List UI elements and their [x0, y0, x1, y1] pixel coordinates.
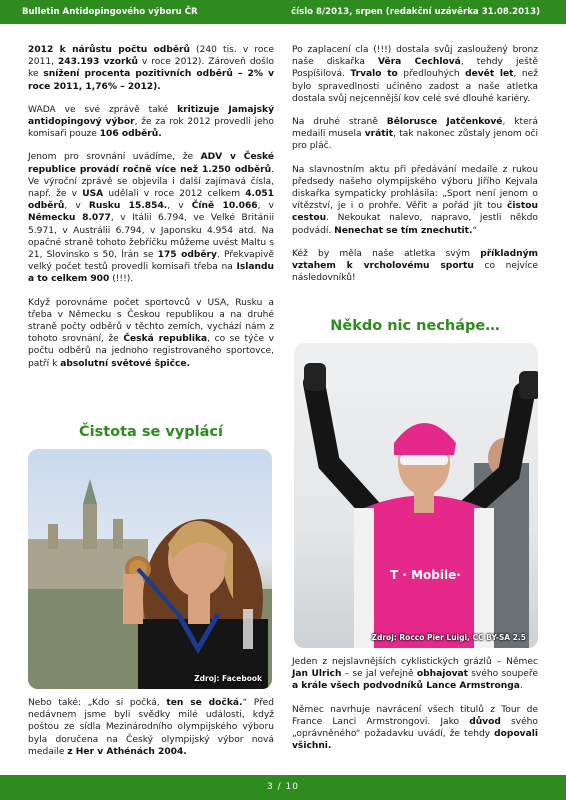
body-text: “ Před nedávnem jsme byli svědky milé události, když poštou ze sídla Mezinárodního olympijského výboru byla doručena na Český olympijský výbor nová medaile — [28, 698, 274, 757]
emphasis-text: čistou cestou — [292, 201, 538, 224]
body-text: Němec navrhuje navrácení všech titulů z Tour de France Lanci Armstrongovi. Jako — [292, 704, 538, 727]
emphasis-text: Trvalo to — [350, 69, 398, 80]
medal-photo — [28, 449, 272, 689]
emphasis-text: z Her v Athénách 2004. — [67, 746, 187, 757]
body-text: . Překvapivě velký počet testů provedli komisaři třeba na — [28, 250, 274, 273]
paragraph — [292, 164, 538, 237]
emphasis-text: Jan Ulrich — [292, 669, 342, 680]
section-heading-nekdo: Někdo nic nechápe… — [330, 318, 500, 334]
body-text: předlouhých — [397, 69, 466, 80]
emphasis-text: obhajovat — [416, 669, 468, 680]
body-text: , v — [167, 201, 192, 212]
body-text: , která medaili musela — [292, 117, 538, 140]
emphasis-text: 4.051 odběrů — [28, 189, 274, 212]
body-text: Kéž by měla naše atletka svým — [292, 248, 481, 259]
emphasis-text: absolutní světové špičce. — [60, 358, 191, 369]
paragraph — [28, 151, 274, 285]
paragraph — [292, 656, 538, 693]
cyclist-photo — [294, 343, 538, 648]
emphasis-text: 106 odběrů. — [99, 129, 162, 140]
photo-credit: Zdroj: Facebook — [194, 674, 262, 683]
emphasis-text: USA — [82, 189, 104, 200]
emphasis-text: Věra Cechlová — [377, 57, 461, 68]
section-heading-cistota: Čistota se vyplácí — [78, 424, 224, 440]
body-text: , v Itálii 6.794, ve Velké Británii 5.971, v Austrálii 6.794, v Japonsku 4.954 atd. Na opačné straně tohoto žebříčku můžeme uvést Maltu s 21, Slovinsko s 50, Írán se — [28, 213, 274, 261]
body-text: , tak nakonec zůstaly jenom oči pro pláč. — [292, 129, 538, 152]
footer-bar — [0, 775, 566, 800]
emphasis-text: 243.193 vzorků — [57, 57, 139, 68]
emphasis-text: příkladným vztahem k vrcholovému sportu — [292, 248, 538, 272]
body-text: , než bylo spravedlnosti učiněno zadost a naše atletka dostala svůj nejcennější kov celé své dlouhé kariéry. — [292, 69, 538, 104]
body-text: Na slavnostním aktu při předávání medaile z rukou předsedy našeho olympijského výboru Jiřího Kejvala diskařka sympaticky prohlásila: „Sport není jenom o vítězství, je i o prohře. Věřit a pořád jít tou — [292, 164, 538, 212]
emphasis-text: snížení procenta pozitivních odběrů – 2% v roce 2011, 1,76% – 2012). — [28, 69, 274, 92]
paragraph — [28, 297, 274, 370]
body-text: – se jal veřejně — [341, 669, 417, 680]
paragraph — [292, 704, 538, 753]
body-text: co nejvíce následovníků! — [292, 261, 539, 284]
body-text: , co se týče v počtu odběrů na jednoho registrovaného sportovce, patří k — [28, 334, 274, 369]
body-text: , v — [257, 201, 274, 212]
body-text: Jeden z nejslavnějších cyklistických grázlů – Němec — [292, 657, 538, 667]
photo-credit: Zdroj: Rocco Pier Luigi, CC BY-SA 2.5 — [371, 633, 526, 642]
emphasis-text: Islandu a to celkem 900 — [28, 262, 274, 285]
body-text: . — [519, 681, 523, 692]
emphasis-text: ten se dočká. — [166, 698, 243, 708]
emphasis-text: Bělorusce Jatčenkové — [386, 117, 503, 128]
body-text: , tehdy ještě Pospíšilová. — [292, 57, 538, 80]
header-bar — [0, 0, 566, 24]
right-column-bottom — [292, 656, 538, 763]
emphasis-text: kritizuje Jamajský antidopingový výbor — [28, 104, 274, 128]
body-text: WADA ve své zprávě také — [28, 104, 178, 115]
body-text: svého soupeře — [468, 669, 538, 680]
emphasis-text: devět let — [465, 69, 514, 80]
body-text: (!!!). — [109, 274, 134, 285]
body-text: , v — [64, 201, 89, 212]
left-column — [28, 44, 274, 381]
body-text: Když porovnáme počet sportovců v USA, Rusku a třeba v Německu s Českou republikou a na druhé straně počty odběrů v těchto zemích, vychází nám z tohoto srovnání, že — [28, 297, 274, 345]
paragraph — [28, 697, 274, 758]
emphasis-text: Rusku 15.854. — [88, 201, 168, 212]
emphasis-text: Nenechat se tím znechutit. — [334, 225, 473, 236]
body-text: udělali v roce 2012 celkem — [103, 189, 246, 200]
emphasis-text: dopovali všichni. — [292, 729, 538, 752]
jersey-logo: T · Mobile· — [390, 568, 461, 582]
emphasis-text: Česká republika — [123, 334, 208, 345]
paragraph — [292, 116, 538, 153]
emphasis-text: důvod — [469, 716, 501, 727]
paragraph — [28, 44, 274, 93]
body-text: (240 tis. v roce 2011, — [28, 45, 274, 68]
medal-photo-illustration — [28, 449, 272, 689]
body-text: Po zaplacení cla (!!!) dostala svůj zasloužený bronz naše diskařka — [292, 45, 538, 68]
body-text: “ — [472, 225, 478, 236]
body-text: . Ve výroční zprávě se objevila i další zajímavá čísla, např. že v — [28, 164, 274, 200]
left-column-bottom — [28, 697, 274, 769]
emphasis-text: a krále všech podvodníků Lance Armstronga — [292, 681, 520, 692]
body-text: Na druhé straně — [292, 117, 387, 128]
right-column — [292, 44, 538, 295]
emphasis-text: Německu 8.077 — [28, 213, 111, 224]
emphasis-text: 2012 k nárůstu počtu odběrů — [28, 45, 190, 55]
emphasis-text: ADV v České republice provádí ročně více než 1.250 odběrů — [28, 152, 274, 175]
paragraph — [28, 104, 274, 141]
paragraph — [292, 248, 538, 285]
emphasis-text: vrátit — [364, 129, 394, 140]
body-text: v roce 2012). Zároveň došlo ke — [28, 57, 274, 80]
paragraph — [292, 44, 538, 105]
body-text: Jenom pro srovnání uvádíme, že — [28, 152, 201, 163]
cyclist-photo-illustration — [294, 343, 538, 648]
bulletin-title: Bulletin Antidopingového výboru ČR — [22, 7, 198, 17]
body-text: svého „oprávněného“ požadavku uvádí, že tehdy — [292, 716, 538, 740]
emphasis-text: 175 odběry — [157, 250, 217, 261]
emphasis-text: Číně 10.066 — [191, 201, 258, 212]
issue-info: číslo 8/2013, srpen (redakční uzávěrka 31.08.2013) — [291, 7, 540, 17]
body-text: . Nekoukat nalevo, napravo, jestli někdo podvádí. — [292, 213, 538, 236]
body-text: Nebo také: „Kdo si počká, — [28, 698, 167, 708]
page-number: 3 / 10 — [267, 782, 299, 792]
body-text: , že za rok 2012 provedli jeho komisaři pouze — [28, 117, 274, 140]
